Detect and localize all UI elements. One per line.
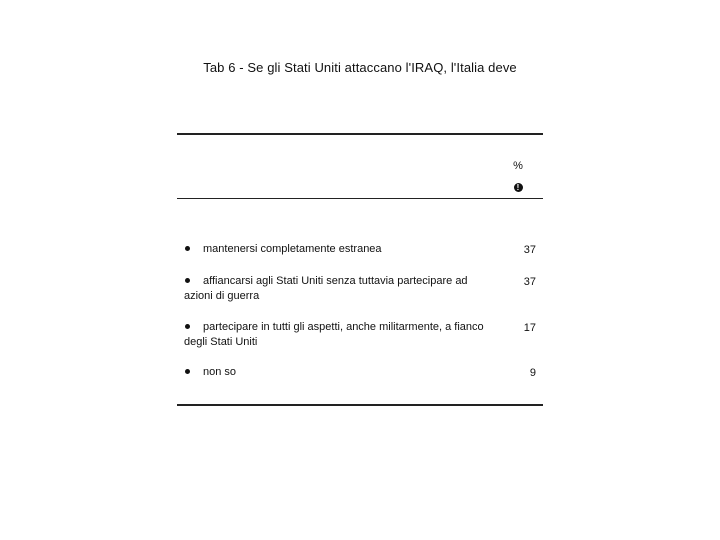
table-row [184,274,542,304]
row-value: 9 [529,367,536,379]
row-label-container [184,320,484,350]
bullet-icon [185,324,190,329]
table-row [184,242,542,257]
table-header-rule [177,198,543,199]
column-header-percent: % [513,160,523,172]
table-top-rule [177,133,543,135]
row-label-container [184,242,484,257]
row-label-container [184,365,484,380]
row-label-container [184,274,484,304]
table-row [184,320,542,350]
row-value: 17 [523,322,536,334]
row-value: 37 [523,276,536,288]
row-value: 37 [523,244,536,256]
table-bottom-rule [177,404,543,406]
row-label: mantenersi completamente estranea [203,243,382,255]
row-label: partecipare in tutti gli aspetti, anche militarmente, a fianco degli Stati Uniti [184,321,484,348]
bullet-icon [185,278,190,283]
column-subheader [508,182,528,193]
table-title: Tab 6 - Se gli Stati Uniti attaccano l'IRAQ, l'Italia deve [203,60,517,75]
row-label: non so [203,366,237,378]
table-row [184,365,542,380]
bullet-icon [185,246,190,251]
bullet-icon [185,369,190,374]
row-label: affiancarsi agli Stati Uniti senza tuttavia partecipare ad azioni di guerra [184,275,468,302]
exclamation-circle-icon: ! [514,183,523,192]
